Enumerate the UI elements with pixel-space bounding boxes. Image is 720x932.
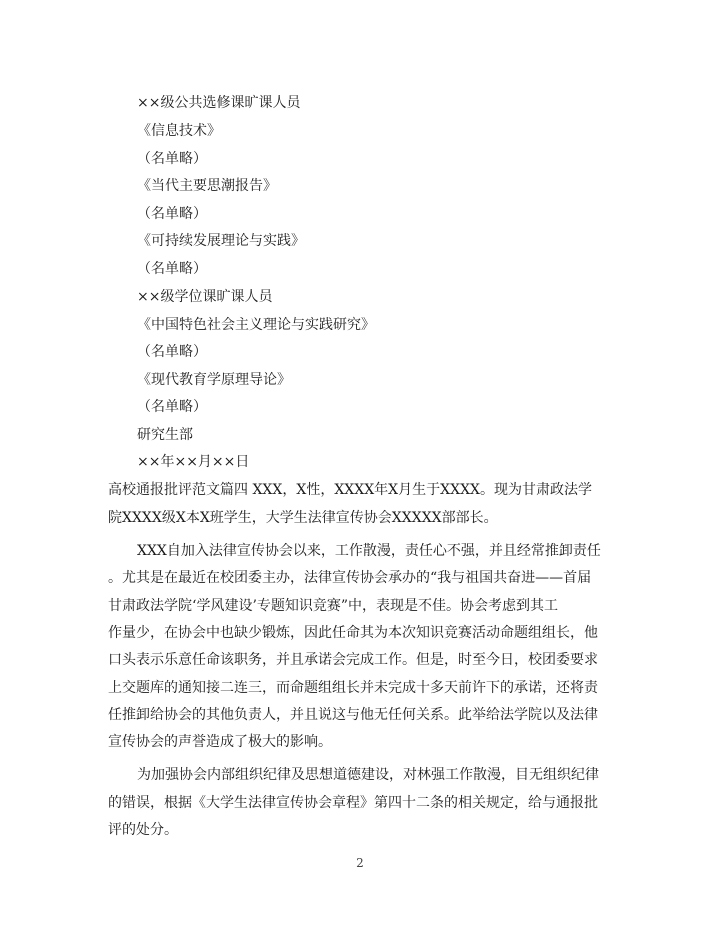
list-line: 《可持续发展理论与实践》: [137, 233, 305, 249]
list-line: （名单略）: [137, 206, 207, 222]
body-line: 。尤其是在最近在校团委主办，法律宣传协会承办的“我与祖国共奋进——首届: [108, 570, 592, 586]
body-line: 作量少，在协会中也缺少锻炼，因此任命其为本次知识竞赛活动命题组组长，他: [108, 625, 598, 641]
body-line: XXX自加入法律宣传协会以来，工作散漫，责任心不强，并且经常推卸责任: [137, 543, 601, 559]
list-line: （名单略）: [137, 399, 207, 415]
body-line: 宣传协会的声誉造成了极大的影响。: [108, 734, 332, 750]
list-line: ××级学位课旷课人员: [137, 289, 273, 305]
list-line: （名单略）: [137, 151, 207, 167]
body-line: 任推卸给协会的其他负责人，并且说这与他无任何关系。此举给法学院以及法律: [108, 707, 598, 723]
body-line: 的错误，根据《大学生法律宣传协会章程》第四十二条的相关规定，给与通报批: [108, 795, 598, 811]
body-line: 甘肃政法学院‘学风建设’专题知识竞赛”中，表现是不佳。协会考虑到其工: [108, 598, 559, 614]
list-line: 《现代教育学原理导论》: [137, 372, 291, 388]
body-line: 院XXXX级X本X班学生，大学生法律宣传协会XXXXX部部长。: [108, 510, 498, 526]
list-line: （名单略）: [137, 261, 207, 277]
signature-department: 研究生部: [137, 427, 193, 443]
list-line: 《信息技术》: [137, 123, 221, 139]
list-line: 《当代主要思潮报告》: [137, 178, 277, 194]
body-line: 为加强协会内部组织纪律及思想道德建设，对林强工作散漫，目无组织纪律: [137, 767, 599, 783]
section-title-line: 高校通报批评范文篇四 XXX，X性，XXXX年X月生于XXXX。现为甘肃政法学: [108, 482, 593, 498]
page-number: 2: [356, 856, 364, 870]
list-line: ××级公共选修课旷课人员: [137, 95, 301, 111]
body-line: 评的处分。: [108, 822, 178, 838]
list-line: 《中国特色社会主义理论与实践研究》: [137, 317, 375, 333]
signature-date: ××年××月××日: [137, 454, 250, 470]
body-line: 口头表示乐意任命该职务，并且承诺会完成工作。但是，时至今日，校团委要求: [108, 652, 598, 668]
list-line: （名单略）: [137, 344, 207, 360]
body-line: 上交题库的通知接二连三，而命题组组长并未完成十多天前许下的承诺，还将责: [108, 680, 598, 696]
